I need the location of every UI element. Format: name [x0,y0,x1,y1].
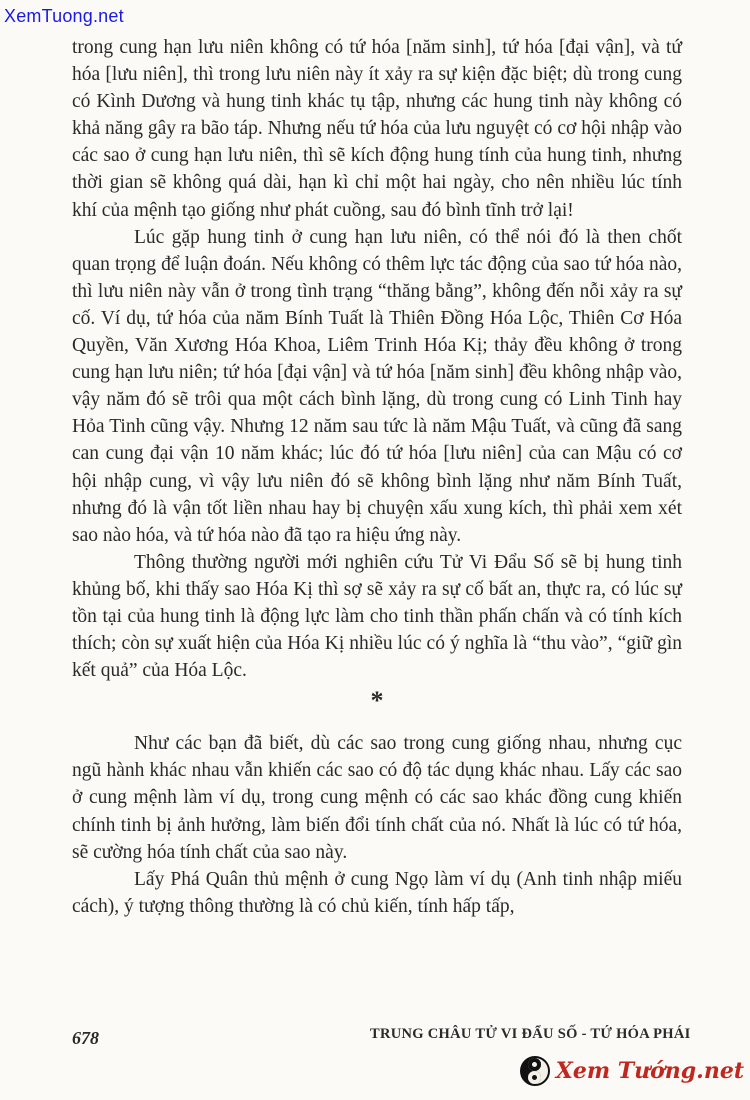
paragraph-4: Như các bạn đã biết, dù các sao trong cung giống nhau, nhưng cục ngũ hành khác nhau vẫn khiến các sao có độ tác dụng khác nhau. Lấy các sao ở cung mệnh làm ví dụ, trong cung mệnh có các sao khác đồng cung khiến chính tinh bị ảnh hưởng, làm biến đổi tính chất của nó. Nhất là lúc có tứ hóa, sẽ cường hóa tính chất của sao này. [72,733,682,863]
running-header: TRUNG CHÂU TỬ VI ĐẨU SỐ - TỨ HÓA PHÁI [370,1026,691,1042]
section-separator: * [370,686,384,716]
page-number: 678 [72,1028,99,1048]
watermark-logo [520,1056,744,1086]
paragraph-3: Thông thường người mới nghiên cứu Tử Vi Đẩu Số sẽ bị hung tinh khủng bố, khi thấy sao Hóa Kị thì sợ sẽ xảy ra sự cố bất an, thực ra, có lúc sự tồn tại của hung tinh là động lực làm cho tinh thần phấn chấn và có tính kích thích; còn sự xuất hiện của Hóa Kị nhiều lúc có ý nghĩa là “thu vào”, “giữ gìn kết quả” của Hóa Lộc. [72,551,682,682]
site-label: XemTuong.net [4,6,124,26]
paragraph-2: Lúc gặp hung tinh ở cung hạn lưu niên, có thể nói đó là then chốt quan trọng để luận đoán. Nếu không có thêm lực tác động của sao tứ hóa nào, thì lưu niên này vẫn ở trong tình trạng “thăng bằng”, không đến nỗi xảy ra sự cố. Ví dụ, tứ hóa của năm Bính Tuất là Thiên Đồng Hóa Lộc, Thiên Cơ Hóa Quyền, Văn Xương Hóa Khoa, Liêm Trinh Hóa Kị; thảy đều không ở trong cung hạn lưu niên; tứ hóa [đại vận] và tứ hóa [năm sinh] đều không nhập vào, vậy năm đó sẽ trôi qua một cách bình lặng, dù trong cung có Linh Tinh hay Hỏa Tinh cũng vậy. Nhưng 12 năm sau tức là năm Mậu Tuất, và cũng đã sang can cung đại vận 10 năm khác; lúc đó tứ hóa [lưu niên] của can Mậu có cơ hội nhập cung, vì vậy lưu niên đó sẽ không bình lặng như năm Bính Tuất, nhưng đó là vận tốt liền nhau hay bị chuyện xấu xung kích, thì phải xem xét sao nào hóa, và tứ hóa nào đã tạo ra hiệu ứng này. [72,226,682,546]
yin-yang-icon [520,1056,550,1086]
page-body [72,34,682,920]
paragraph-5: Lấy Phá Quân thủ mệnh ở cung Ngọ làm ví dụ (Anh tinh nhập miếu cách), ý tượng thông thường là có chủ kiến, tính hấp tấp, [72,868,682,917]
watermark-text: Xem Tướng.net [555,1058,744,1084]
paragraph-1: trong cung hạn lưu niên không có tứ hóa [năm sinh], tứ hóa [đại vận], và tứ hóa [lưu niên], thì trong lưu niên này ít xảy ra sự kiện đặc biệt; dù trong cung có Kình Dương và hung tinh khác tụ tập, nhưng các hung tinh này không có khả năng gây ra bão táp. Nhưng nếu tứ hóa của lưu nguyệt có cơ hội nhập vào các sao ở cung hạn lưu niên, thì sẽ kích động hung tính của hung tinh, nhưng thời gian sẽ không quá dài, hạn kì chỉ một hai ngày, cho nên nhiều lúc tính khí của mệnh tạo giống như phát cuồng, sau đó bình tĩnh trở lại! [72,37,682,221]
